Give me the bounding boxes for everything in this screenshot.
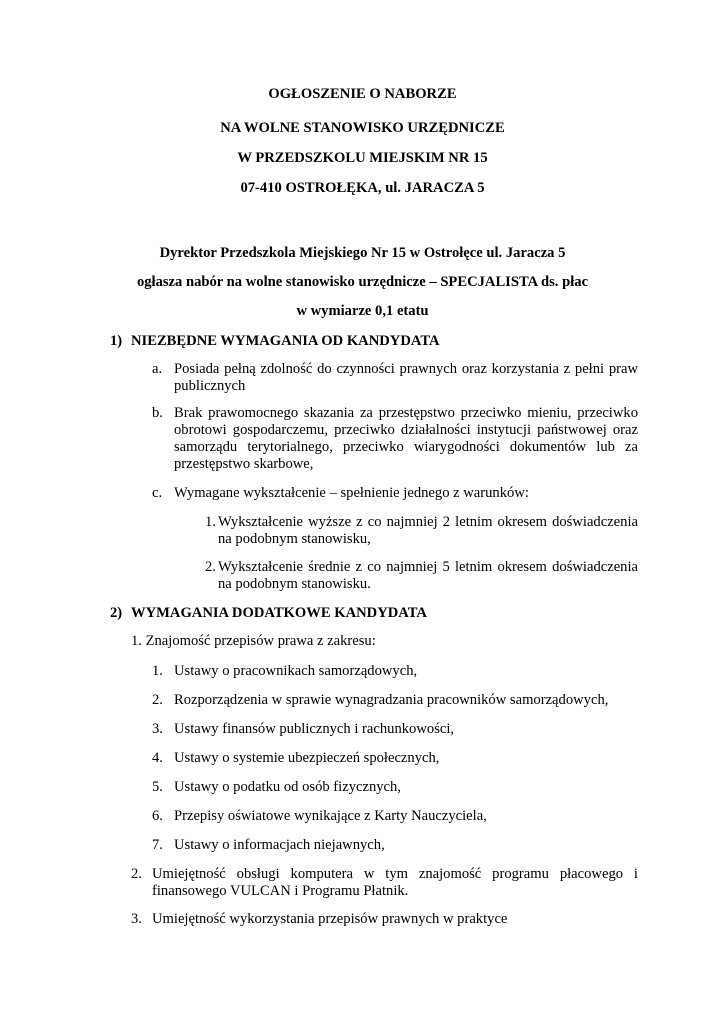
section1-item-c-marker: c. (152, 485, 163, 501)
skill-item-3-marker: 3. (131, 911, 142, 927)
law-item-1-marker: 1. (152, 663, 163, 679)
section1-item-b-text: Brak prawomocnego skazania za przestępstwo przeciwko mieniu, przeciwko obrotowi gospodarczemu, przeciwko działalności instytucji państwowej oraz samorządu terytorialnego, przeciwko wiarygodności dokumentów lub za przestępstwo skarbowe, (174, 405, 638, 472)
header-line-1: OGŁOSZENIE O NABORZE (268, 86, 457, 102)
skill-item-2-marker: 2. (131, 866, 142, 882)
section1-item-a-text: Posiada pełną zdolność do czynności prawnych oraz korzystania z pełni praw publicznych (174, 361, 638, 394)
law-item-2-marker: 2. (152, 692, 163, 708)
law-item-5-marker: 5. (152, 779, 163, 795)
law-item-5-text: Ustawy o podatku od osób fizycznych, (174, 779, 401, 795)
skill-item-2-text: Umiejętność obsługi komputera w tym znajomość programu płacowego i finansowego VULCAN i Programu Płatnik. (152, 866, 638, 899)
section1-title: NIEZBĘDNE WYMAGANIA OD KANDYDATA (131, 333, 440, 349)
section1-item-a-marker: a. (152, 361, 163, 377)
section1-subitem-2-text: Wykształcenie średnie z co najmniej 5 letnim okresem doświadczenia na podobnym stanowisku. (218, 559, 638, 592)
law-item-7-text: Ustawy o informacjach niejawnych, (174, 837, 385, 853)
law-item-2-text: Rozporządzenia w sprawie wynagradzania pracowników samorządowych, (174, 692, 609, 708)
section1-subitem-2-marker: 2. (205, 559, 216, 575)
section2-number: 2) (110, 605, 123, 621)
section2-knowledge-intro: 1. Znajomość przepisów prawa z zakresu: (131, 633, 376, 649)
skill-item-3-text: Umiejętność wykorzystania przepisów prawnych w praktyce (152, 911, 508, 927)
law-item-6-text: Przepisy oświatowe wynikające z Karty Nauczyciela, (174, 808, 487, 824)
intro-line-2: ogłasza nabór na wolne stanowisko urzędnicze – SPECJALISTA ds. płac (136, 274, 589, 290)
intro-line-1: Dyrektor Przedszkola Miejskiego Nr 15 w Ostrołęce ul. Jaracza 5 (159, 245, 566, 261)
header-line-3: W PRZEDSZKOLU MIEJSKIM NR 15 (237, 150, 488, 166)
section1-subitem-1-text: Wykształcenie wyższe z co najmniej 2 letnim okresem doświadczenia na podobnym stanowisku, (218, 514, 638, 547)
section2-title: WYMAGANIA DODATKOWE KANDYDATA (131, 605, 427, 621)
section1-item-c-text: Wymagane wykształcenie – spełnienie jednego z warunków: (174, 485, 529, 501)
law-item-3-marker: 3. (152, 721, 163, 737)
section1-number: 1) (110, 333, 123, 349)
section1-subitem-1-marker: 1. (205, 514, 216, 530)
law-item-6-marker: 6. (152, 808, 163, 824)
header-line-4: 07-410 OSTROŁĘKA, ul. JARACZA 5 (240, 180, 485, 196)
section1-item-b-marker: b. (152, 405, 163, 421)
law-item-4-marker: 4. (152, 750, 163, 766)
header-line-2: NA WOLNE STANOWISKO URZĘDNICZE (220, 120, 505, 136)
law-item-3-text: Ustawy finansów publicznych i rachunkowości, (174, 721, 455, 737)
law-item-4-text: Ustawy o systemie ubezpieczeń społecznych, (174, 750, 440, 766)
law-item-7-marker: 7. (152, 837, 163, 853)
law-item-1-text: Ustawy o pracownikach samorządowych, (174, 663, 418, 679)
intro-line-3: w wymiarze 0,1 etatu (296, 303, 429, 319)
